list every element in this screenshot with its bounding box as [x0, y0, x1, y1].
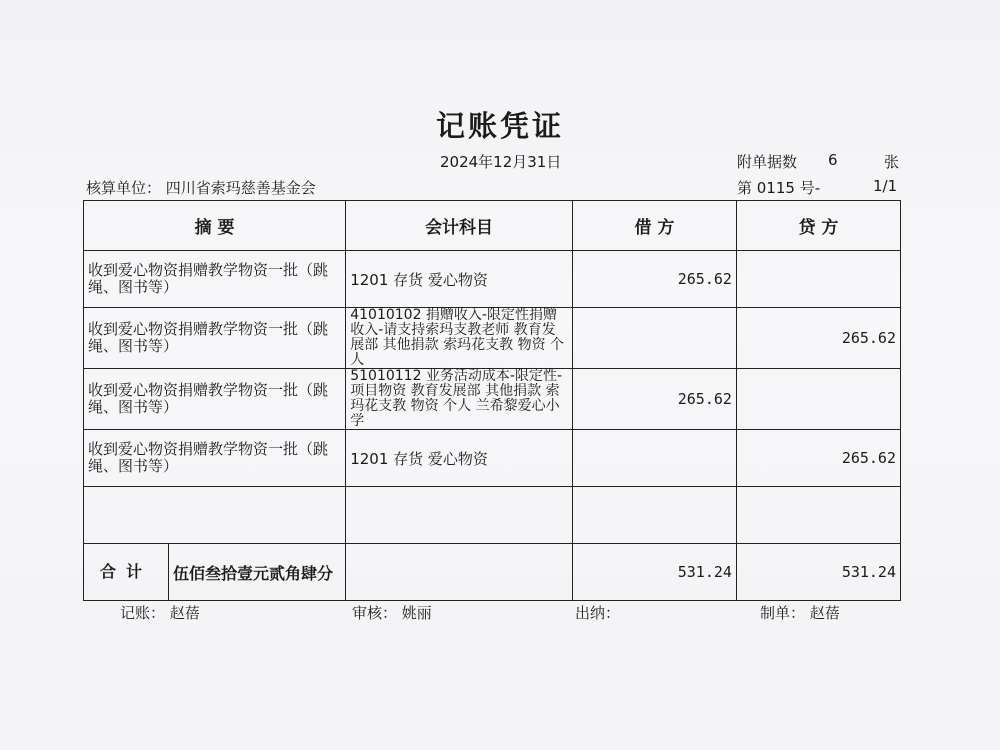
- total-account-cell: [346, 544, 573, 601]
- total-row: [84, 544, 901, 601]
- row-summary: [84, 487, 346, 544]
- header-credit: 贷 方: [736, 201, 900, 251]
- table-row-empty: [84, 487, 901, 544]
- row-account: 41010102 捐赠收入-限定性捐赠收入-请支持索玛支教老师 教育发展部 其他捐款 索玛花支教 物资 个人: [346, 308, 573, 369]
- accounting-unit: 核算单位： 四川省索玛慈善基金会: [86, 179, 316, 197]
- row-account: 1201 存货 爱心物资: [346, 251, 573, 308]
- total-credit: 531.24: [736, 544, 900, 601]
- table-row: [84, 308, 901, 369]
- voucher-table: [83, 200, 901, 601]
- header-account: 会计科目: [346, 201, 573, 251]
- total-amount-words: 伍佰叁拾壹元贰角肆分: [173, 563, 334, 583]
- row-credit: 265.62: [736, 308, 900, 369]
- attachments-count: 6: [828, 151, 838, 169]
- page-title: 记账凭证: [435, 109, 564, 143]
- row-summary: 收到爱心物资捐赠教学物资一批（跳绳、图书等）: [84, 251, 346, 308]
- row-credit: 265.62: [736, 430, 900, 487]
- voucher-page-count: 1/1: [873, 177, 898, 195]
- row-debit: [572, 308, 736, 369]
- row-credit: [736, 369, 900, 430]
- header-summary: 摘 要: [84, 201, 346, 251]
- preparer-signature: 制单： 赵蓓: [760, 604, 840, 622]
- attachments-unit: 张: [884, 153, 900, 171]
- reviewer-signature: 审核： 姚丽: [352, 604, 432, 622]
- row-debit: 265.62: [572, 251, 736, 308]
- row-summary: 收到爱心物资捐赠教学物资一批（跳绳、图书等）: [84, 430, 346, 487]
- row-debit: 265.62: [572, 369, 736, 430]
- row-summary: 收到爱心物资捐赠教学物资一批（跳绳、图书等）: [84, 369, 346, 430]
- table-row: [84, 251, 901, 308]
- row-account: 1201 存货 爱心物资: [346, 430, 573, 487]
- row-debit: [572, 487, 736, 544]
- row-credit: [736, 487, 900, 544]
- attachments-label: 附单据数: [737, 153, 798, 171]
- table-header-row: [84, 201, 901, 251]
- header-debit: 借 方: [572, 201, 736, 251]
- row-account: [346, 487, 573, 544]
- total-debit: 531.24: [572, 544, 736, 601]
- table-row: [84, 369, 901, 430]
- cashier-signature: 出纳：: [575, 604, 621, 622]
- row-summary: 收到爱心物资捐赠教学物资一批（跳绳、图书等）: [84, 308, 346, 369]
- row-account: 51010112 业务活动成本-限定性-项目物资 教育发展部 其他捐款 索玛花支教 物资 个人 兰希黎爱心小学: [346, 369, 573, 430]
- total-label: 合计: [84, 544, 169, 600]
- table-row: [84, 430, 901, 487]
- bookkeeper-signature: 记账： 赵蓓: [120, 604, 200, 622]
- total-cell: [84, 544, 346, 601]
- voucher-number: 第 0115 号-: [737, 179, 821, 197]
- voucher-date: 2024年12月31日: [440, 153, 562, 171]
- row-debit: [572, 430, 736, 487]
- row-credit: [736, 251, 900, 308]
